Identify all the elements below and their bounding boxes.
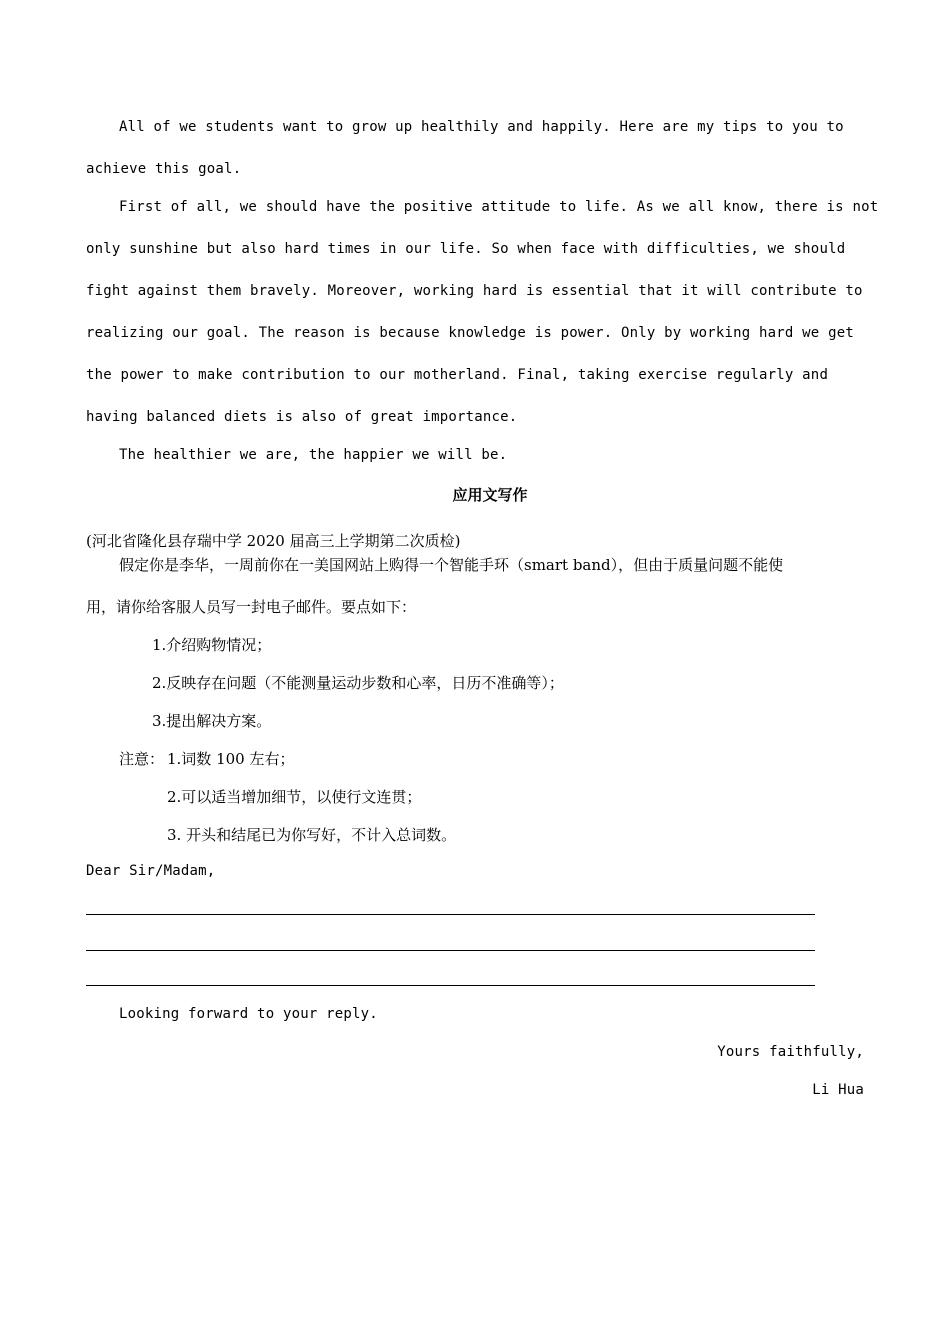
letter-closing: Looking forward to your reply.: [119, 1006, 378, 1022]
section-heading: 应用文写作: [452, 486, 528, 504]
task-prompt-line: 用，请你给客服人员写一封电子邮件。要点如下：: [86, 598, 417, 616]
answer-line: [86, 914, 815, 915]
essay-line: fight against them bravely. Moreover, working hard is essential that it will contribute to: [86, 283, 863, 299]
answer-line: [86, 985, 815, 986]
task-point: 2.反映存在问题（不能测量运动步数和心率，日历不准确等）；: [152, 674, 564, 692]
task-note: 2.可以适当增加细节，以使行文连贯；: [167, 788, 422, 806]
letter-greeting: Dear Sir/Madam,: [86, 863, 216, 879]
notes-label: 注意：: [119, 750, 165, 768]
answer-line: [86, 950, 815, 951]
task-source: (河北省隆化县存瑞中学 2020 届高三上学期第二次质检): [86, 532, 461, 550]
task-note: 3. 开头和结尾已为你写好，不计入总词数。: [167, 826, 457, 844]
essay-line: First of all, we should have the positive attitude to life. As we all know, there is not: [119, 199, 879, 215]
task-prompt-line: 假定你是李华，一周前你在一美国网站上购得一个智能手环（smart band），但由于质量问题不能使: [119, 556, 784, 574]
letter-signature-name: Li Hua: [812, 1082, 864, 1098]
essay-line: having balanced diets is also of great importance.: [86, 409, 518, 425]
task-note: 1.词数 100 左右；: [167, 750, 295, 768]
essay-line: realizing our goal. The reason is because knowledge is power. Only by working hard we get: [86, 325, 854, 341]
task-point: 3.提出解决方案。: [152, 712, 272, 730]
essay-line: only sunshine but also hard times in our life. So when face with difficulties, we should: [86, 241, 846, 257]
essay-line: The healthier we are, the happier we will be.: [119, 447, 508, 463]
essay-line: the power to make contribution to our motherland. Final, taking exercise regularly and: [86, 367, 829, 383]
task-point: 1.介绍购物情况；: [152, 636, 272, 654]
essay-line: All of we students want to grow up healthily and happily. Here are my tips to you to: [119, 119, 844, 135]
essay-line: achieve this goal.: [86, 161, 242, 177]
letter-signoff: Yours faithfully,: [717, 1044, 864, 1060]
